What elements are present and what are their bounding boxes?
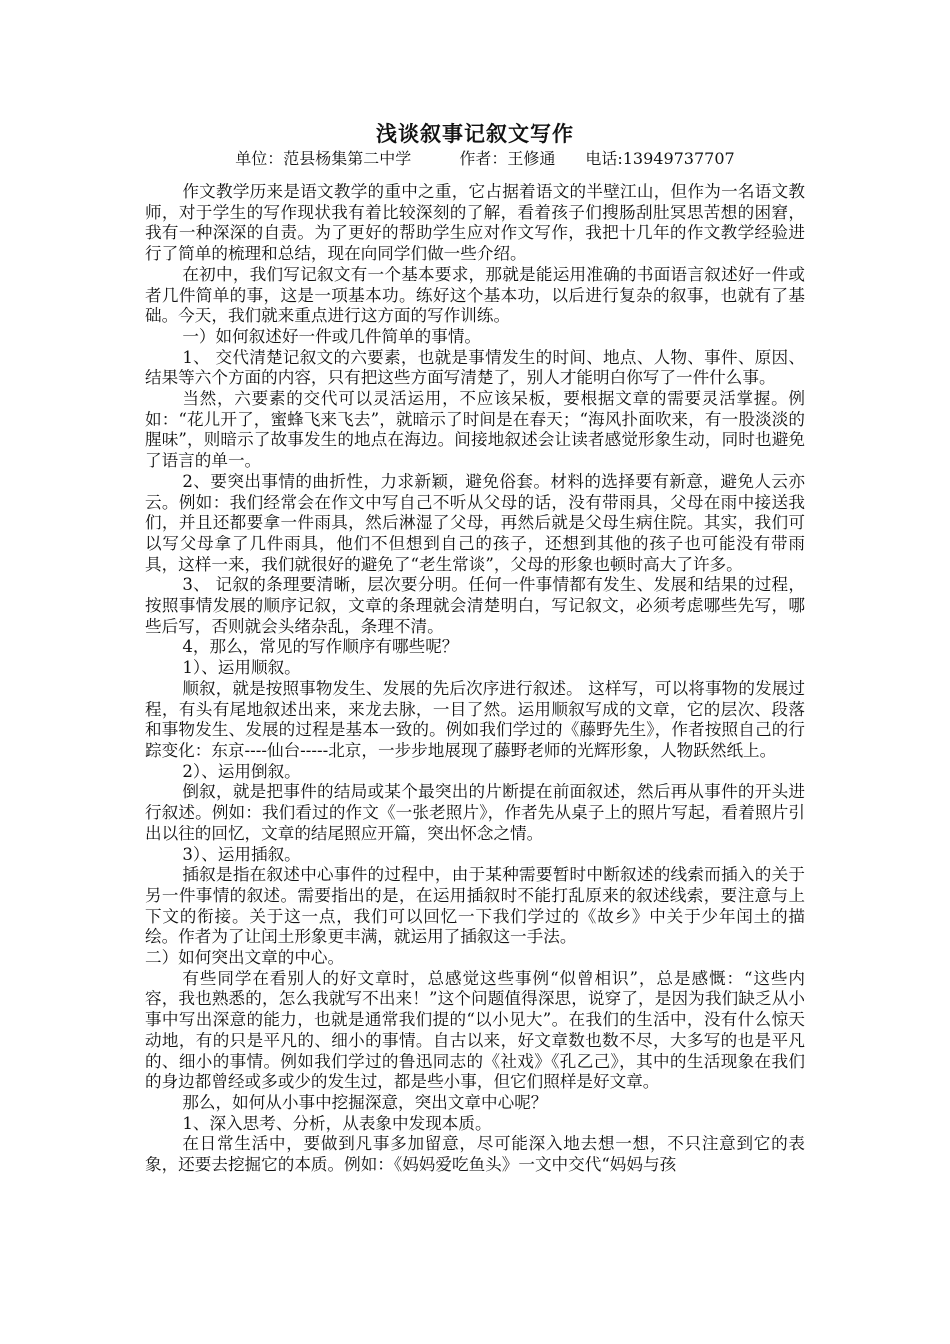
paragraph: 在日常生活中，要做到凡事多加留意，尽可能深入地去想一想，不只注意到它的表象，还要去挖掘它的本质。例如：《妈妈爱吃鱼头》一文中交代“妈妈与孩 [145, 1134, 805, 1175]
subheading: 1）、运用顺叙。 [182, 658, 301, 678]
document-meta [145, 148, 805, 170]
paragraph: 3、 记叙的条理要清晰，层次要分明。任何一件事情都有发生、发展和结果的过程，按照事情发展的顺序记叙，文章的条理就会清楚明白，写记叙文，必须考虑哪些先写，哪些后写，否则就会头绪杂乱，条理不清。 [145, 575, 805, 636]
meta-author: 作者：王修通 [459, 149, 556, 168]
meta-phone: 电话:13949737707 [585, 149, 735, 168]
subheading: 3）、运用插叙。 [182, 844, 301, 864]
document-title: 浅谈叙事记叙文写作 [376, 121, 574, 146]
subheading: 1、深入思考、分析，从表象中发现本质。 [182, 1113, 492, 1133]
subheading: 2）、运用倒叙。 [182, 761, 301, 781]
paragraph: 作文教学历来是语文教学的重中之重，它占据着语文的半壁江山，但作为一名语文教师，对于学生的写作现状我有着比较深刻的了解，看着孩子们搜肠刮肚冥思苦想的困窘，我有一种深深的自责。为了更好的帮助学生应对作文写作，我把十几年的作文教学经验进行了简单的梳理和总结，现在向同学们做一些介绍。 [145, 182, 805, 264]
paragraph: 那么，如何从小事中挖掘深意，突出文章中心呢？ [182, 1092, 548, 1112]
paragraph: 倒叙，就是把事件的结局或某个最突出的片断提在前面叙述，然后再从事件的开头进行叙述。例如：我们看过的作文《一张老照片》，作者先从桌子上的照片写起，看着照片引出以往的回忆，文章的结尾照应开篇，突出怀念之情。 [145, 782, 805, 843]
paragraph: 有些同学在看别人的好文章时，总感觉这些事例“似曾相识”，总是感慨：“这些内容，我也熟悉的，怎么我就写不出来！”这个问题值得深思，说穿了，是因为我们缺乏从小事中写出深意的能力，也就是通常我们提的“以小见大”。在我们的生活中，没有什么惊天动地，有的只是平凡的、细小的事情。自古以来，好文章数也数不尽，大多写的也是平凡的、细小的事情。例如我们学过的鲁迅同志的《社戏》《孔乙己》，其中的生活现象在我们的身边都曾经或多或少的发生过，都是些小事，但它们照样是好文章。 [145, 968, 805, 1092]
paragraph: 顺叙，就是按照事物发生、发展的先后次序进行叙述。 这样写，可以将事物的发展过程，有头有尾地叙述出来，来龙去脉，一目了然。运用顺叙写成的文章，它的层次、段落和事物发生、发展的过程是基本一致的。例如我们学过的《藤野先生》，作者按照自己的行踪变化：东京----仙台-----北京，一步步地展现了藤野老师的光辉形象，人物跃然纸上。 [145, 678, 805, 760]
document-page [145, 120, 805, 1176]
section-heading: 二）如何突出文章的中心。 [145, 948, 345, 968]
paragraph: 当然，六要素的交代可以灵活运用，不应该呆板，要根据文章的需要灵活掌握。例如：“花儿开了，蜜蜂飞来飞去”，就暗示了时间是在春天；“海风扑面吹来，有一股淡淡的腥味”，则暗示了故事发生的地点在海边。间接地叙述会让读者感觉形象生动，同时也避免了语言的单一。 [145, 389, 805, 471]
paragraph: 插叙是指在叙述中心事件的过程中，由于某种需要暂时中断叙述的线索而插入的关于另一件事情的叙述。需要指出的是，在运用插叙时不能打乱原来的叙述线索，要注意与上下文的衔接。关于这一点，我们可以回忆一下我们学过的《故乡》中关于少年闰土的描绘。作者为了让闰土形象更丰满，就运用了插叙这一手法。 [145, 865, 805, 947]
section-heading: 一）如何叙述好一件或几件简单的事情。 [182, 326, 482, 346]
paragraph: 1、 交代清楚记叙文的六要素，也就是事情发生的时间、地点、人物、事件、原因、结果等六个方面的内容，只有把这些方面写清楚了，别人才能明白你写了一件什么事。 [145, 347, 805, 388]
meta-unit: 单位：范县杨集第二中学 [235, 149, 412, 168]
paragraph: 在初中，我们写记叙文有一个基本要求，那就是能运用准确的书面语言叙述好一件或者几件简单的事，这是一项基本功。练好这个基本功，以后进行复杂的叙事，也就有了基础。今天，我们就来重点进行这方面的写作训练。 [145, 264, 805, 326]
paragraph: 2、要突出事情的曲折性，力求新颖，避免俗套。材料的选择要有新意，避免人云亦云。例如：我们经常会在作文中写自己不听从父母的话，没有带雨具，父母在雨中接送我们，并且还都要拿一件雨具，然后淋湿了父母，再然后就是父母生病住院。其实，我们可以写父母拿了几件雨具，他们不但想到自己的孩子，还想到其他的孩子也可能没有带雨具，这样一来，我们就很好的避免了“老生常谈”，父母的形象也顿时高大了许多。 [145, 471, 805, 574]
paragraph: 4，那么，常见的写作顺序有哪些呢？ [182, 637, 459, 657]
